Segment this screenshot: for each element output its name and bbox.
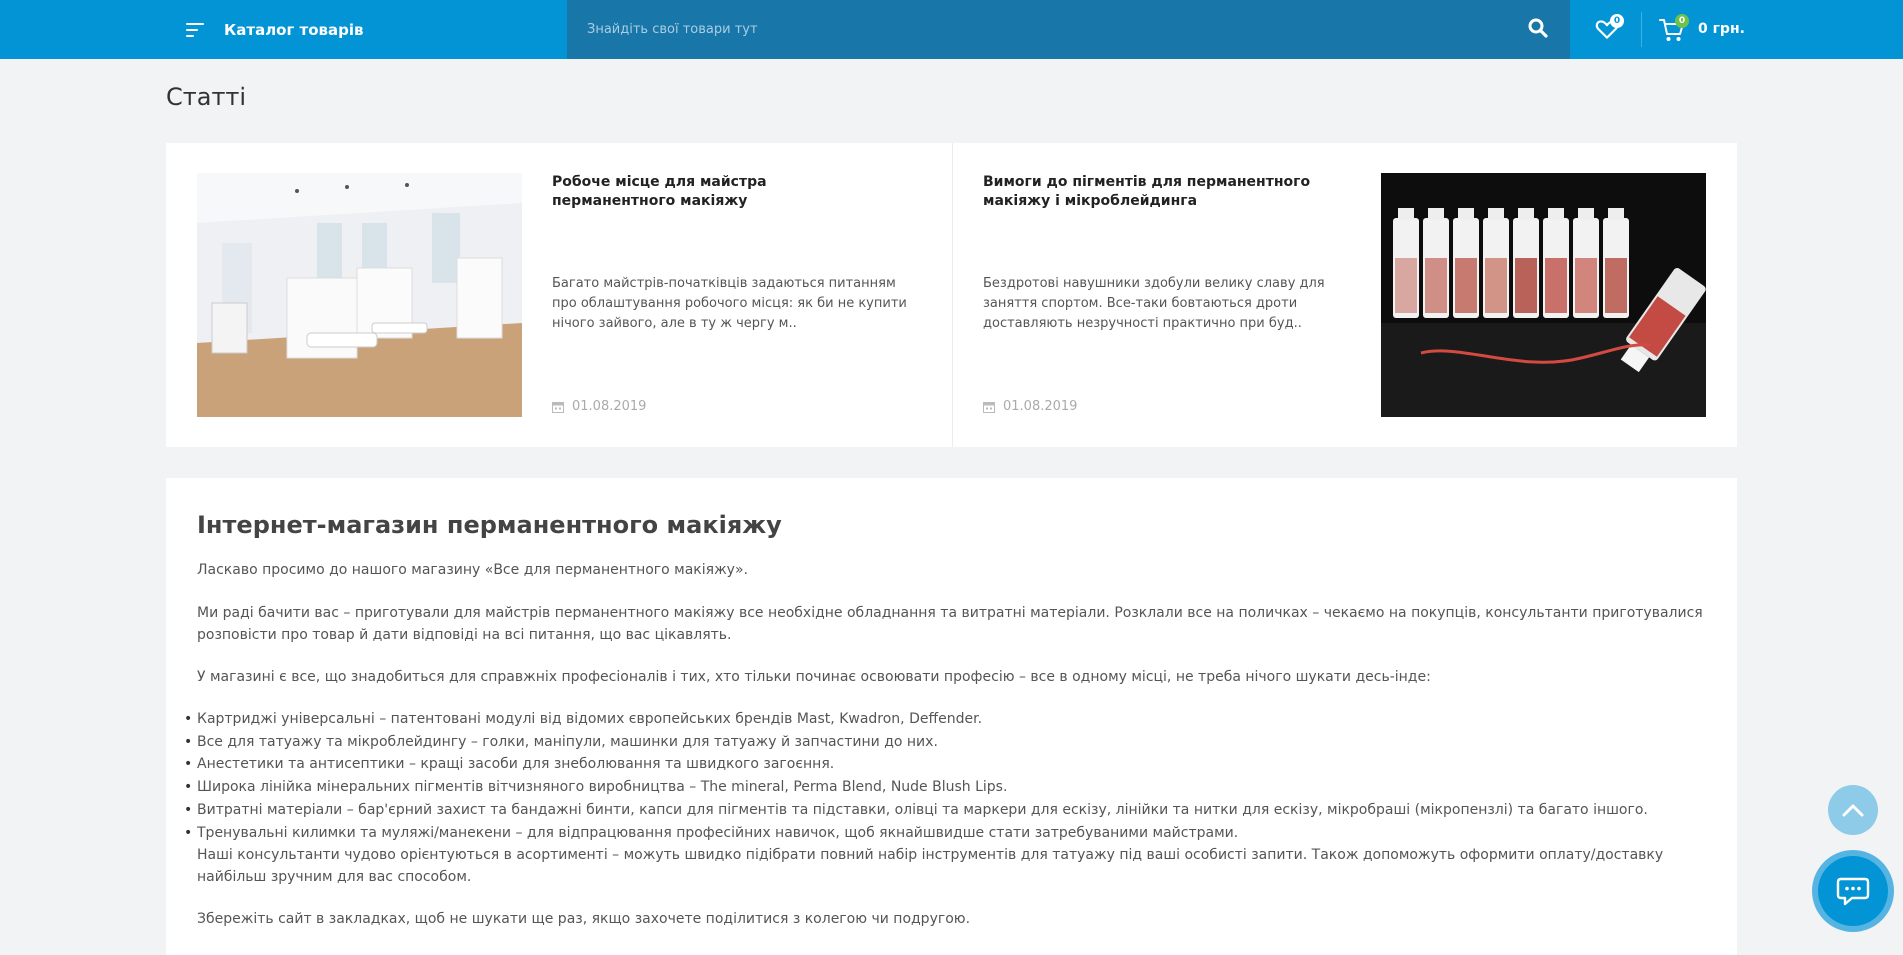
article-1-image[interactable] (197, 173, 522, 417)
cart-total[interactable]: 0 грн. (1698, 21, 1745, 37)
search-button[interactable] (1528, 18, 1550, 40)
pigment-bottles-image (1381, 173, 1706, 417)
about-paragraph-2: Ми раді бачити вас – приготували для майстрів перманентного макіяжу все необхідне обладнання та витратні матеріали. Розклали все на поличках – чекаємо на покупців, консультанти приготувалися розповісти про товар й дати відповіді на всі питання, що вас цікавлять. (197, 605, 1703, 643)
chat-bubble-icon (1836, 876, 1870, 906)
article-1-excerpt: Багато майстрів-початківців задаються питанням про облаштування робочого місця: як би не купити нічого зайвого, але в ту ж чергу м.. (552, 276, 907, 331)
search-icon (1528, 18, 1548, 38)
article-2-date-text: 01.08.2019 (1003, 399, 1078, 414)
menu-icon (186, 23, 204, 37)
catalog-menu-button[interactable] (186, 0, 364, 59)
about-paragraph-1: Ласкаво просимо до нашого магазину «Все для перманентного макіяжу». (197, 562, 748, 578)
wishlist-count-badge: 0 (1610, 14, 1624, 28)
articles-divider (952, 143, 953, 447)
articles-block (166, 143, 1737, 447)
page-title: Статті (166, 83, 247, 111)
about-paragraph-5: Збережіть сайт в закладках, щоб не шукати ще раз, якщо захочете поділитися з колегою чи подругою. (197, 911, 971, 927)
list-item: • Анестетики та антисептики – кращі засоби для знеболювання та швидкого загоєння. (197, 753, 1707, 776)
chat-button[interactable] (1812, 850, 1894, 932)
article-1-title[interactable]: Робоче місце для майстра перманентного макіяжу (552, 174, 767, 209)
list-item: • Тренувальні килимки та муляжі/манекени – для відпрацювання професійних навичок, щоб якнайшвидше стати затребуваними майстрами. (197, 822, 1707, 845)
article-2-title[interactable]: Вимоги до пігментів для перманентного макіяжу і мікроблейдинга (983, 174, 1311, 209)
header-divider (1641, 12, 1642, 47)
list-item: • Все для татуажу та мікроблейдингу – голки, маніпули, машинки для татуажу й запчастини до них. (197, 731, 1707, 754)
about-paragraph-4: Наші консультанти чудово орієнтуються в асортименті – можуть швидко підібрати повний набір інструментів для татуажу під ваші особисті запити. Також допоможуть оформити оплату/доставку найбільш зручним для вас способом. (197, 847, 1664, 885)
list-item: • Витратні матеріали – бар'єрний захист та бандажні бинти, капси для пігментів та підставки, олівці та маркери для ескізу, лінійки та нитки для ескізу, мікробраші (мікропензлі) та багато іншого. (197, 799, 1707, 822)
list-item: • Широка лінійка мінеральних пігментів вітчизняного виробництва – The mineral, Perma Blend, Nude Blush Lips. (197, 776, 1707, 799)
article-2-image[interactable] (1381, 173, 1706, 417)
site-header (0, 0, 1903, 59)
chevron-up-icon (1842, 803, 1864, 817)
cart-count-badge: 0 (1675, 14, 1689, 28)
catalog-label: Каталог товарів (224, 20, 364, 39)
calendar-icon (983, 401, 995, 413)
article-1-date (552, 399, 646, 414)
article-2-excerpt: Бездротові навушники здобули велику славу для заняття спортом. Все-таки бовтаються дроти доставляють незручності практично при буд.. (983, 276, 1325, 331)
calendar-icon (552, 401, 564, 413)
about-paragraph-3: У магазині є все, що знадобиться для справжніх професіоналів і тих, хто тільки починає освоювати професію – все в одному місці, не треба нічого шукати десь-інде: (197, 669, 1431, 685)
search-input[interactable] (587, 0, 1487, 59)
search-bar (567, 0, 1570, 59)
salon-room-image (197, 173, 522, 417)
about-block (166, 478, 1737, 955)
article-1-date-text: 01.08.2019 (572, 399, 647, 414)
about-heading: Інтернет-магазин перманентного макіяжу (197, 511, 782, 539)
list-item: • Картриджі універсальні – патентовані модулі від відомих європейських брендів Mast, Kwadron, Deffender. (197, 708, 1707, 731)
chat-button-inner (1818, 856, 1888, 926)
article-2-date (983, 399, 1077, 414)
about-list (197, 708, 1707, 844)
scroll-to-top-button[interactable] (1828, 785, 1878, 835)
